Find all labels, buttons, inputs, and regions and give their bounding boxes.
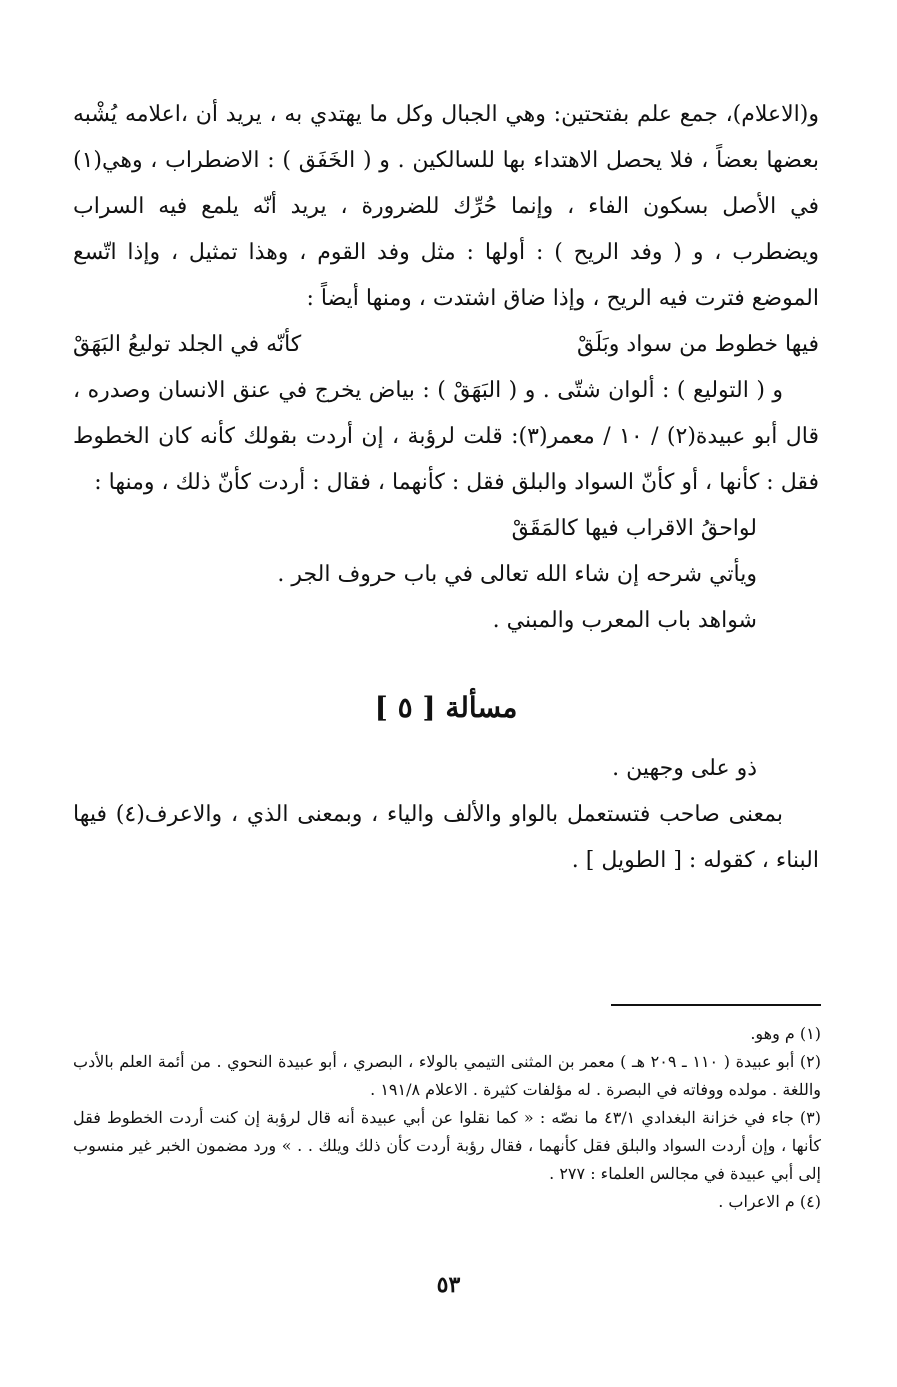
main-text-block bbox=[73, 92, 819, 884]
footnote-divider bbox=[611, 1004, 821, 1006]
witness-line: شواهد باب المعرب والمبني . bbox=[492, 608, 757, 633]
verse-left-hemistich: كأنّه في الجلد توليعُ البَهَقْ bbox=[73, 332, 302, 357]
verse-right-hemistich: فيها خطوط من سواد وبَلَقْ bbox=[577, 332, 819, 357]
footnote-2: (٢) أبو عبيدة ( ١١٠ ـ ٢٠٩ هـ ) معمر بن المثنى التيمي بالولاء ، البصري ، أبو عبيدة النحوي . من أئمة العلم بالأدب واللغة . مولده ووفاته في البصرة . له مؤلفات كثيرة . الاعلام ١٩١/٨ . bbox=[73, 1052, 821, 1099]
footnotes bbox=[73, 1020, 821, 1216]
section-paragraph: بمعنى صاحب فتستعمل بالواو والألف والياء ، وبمعنى الذي ، والاعرف(٤) فيها البناء ، كقوله : [ الطويل ] . bbox=[73, 802, 819, 873]
footnote-4: (٤) م الاعراب . bbox=[718, 1192, 821, 1211]
paragraph-1: و(الاعلام)، جمع علم بفتحتين: وهي الجبال وكل ما يهتدي به ، يريد أن ،اعلامه يُشْبه بعضها بعضاً ، فلا يحصل الاهتداء بها للسالكين . و ( الخَفَق ) : الاضطراب ، وهي(١) في الأصل بسكون الفاء ، وإنما حُرِّك للضرورة ، يريد أنّه يلمع فيه السراب ويضطرب ، و ( وفد الريح ) : أولها : مثل وفد القوم ، وهذا تمثيل ، وإذا اتّسع الموضع فترت فيه الريح ، وإذا ضاق اشتدت ، ومنها أيضاً : bbox=[73, 102, 819, 311]
section-intro: ذو على وجهين . bbox=[612, 756, 757, 781]
section-heading: مسألة [ ٥ ] bbox=[374, 691, 518, 724]
explanation-note: ويأتي شرحه إن شاء الله تعالى في باب حروف الجر . bbox=[277, 562, 757, 587]
page-number: ٥٣ bbox=[436, 1272, 461, 1298]
footnote-3: (٣) جاء في خزانة البغدادي ٤٣/١ ما نصّه : « كما نقلوا عن أبي عبيدة أنه قال لرؤبة إن كنت أردت الخطوط فقل كأنها ، وإن أردت السواد والبلق فقل كأنهما ، فقال رؤبة أردت كأن ذلك ويلك . . » ورد مضمون الخبر غير منسوب إلى أبي عبيدة في مجالس العلماء : ٢٧٧ . bbox=[73, 1108, 822, 1183]
verse-line bbox=[73, 322, 819, 368]
paragraph-2: و ( التوليع ) : ألوان شتّى . و ( البَهَقْ ) : بياض يخرج في عنق الانسان وصدره ، قال أبو عبيدة(٢) / ١٠ / معمر(٣): قلت لرؤبة ، إن أردت بقولك كأنه كان الخطوط فقل : كأنها ، أو كأنّ السواد والبلق فقل : كأنهما ، فقال : أردت كأنّ ذلك ، ومنها : bbox=[73, 378, 819, 495]
quoted-verse: لواحقُ الاقراب فيها كالمَقَقْ bbox=[511, 516, 757, 541]
footnote-1: (١) م وهو. bbox=[750, 1024, 821, 1043]
